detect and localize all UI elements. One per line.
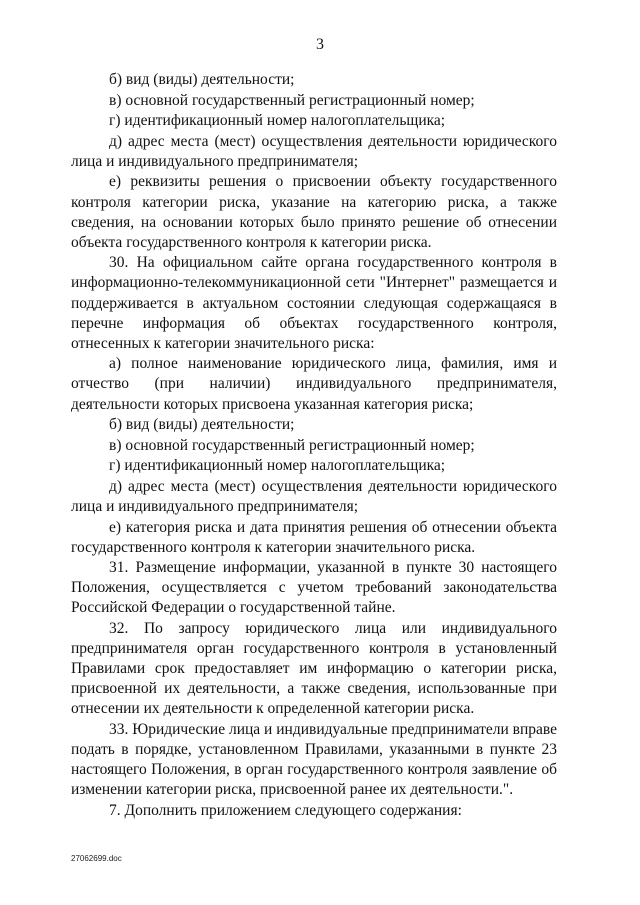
- clause-31: 31. Размещение информации, указанной в пункте 30 настоящего Положения, осуществляется с учетом требований законодательства Российской Федерации о государственной тайне.: [71, 559, 557, 617]
- list-item-d: д) адрес места (мест) осуществления деятельности юридического лица и индивидуального предпринимателя;: [71, 477, 557, 515]
- clause-32: 32. По запросу юридического лица или индивидуального предпринимателя орган государственного контроля в установленный Правилами срок предоставляет им информацию о категории риска, присвоенной их деятельности, а также сведения, использованные при отнесении их деятельности к определенной категории риска.: [71, 620, 557, 718]
- list-item-b: б) вид (виды) деятельности;: [109, 71, 295, 88]
- list-item-e: е) категория риска и дата принятия решения об отнесении объекта государственного контроля к категории значительного риска.: [71, 518, 557, 556]
- clause-7: 7. Дополнить приложением следующего содержания:: [109, 801, 462, 819]
- list-item-e: е) реквизиты решения о присвоении объекту государственного контроля категории риска, указание на категорию риска, а также сведения, на основании которых было принято решение об отнесении объекта государственного контроля к категории риска.: [71, 173, 557, 251]
- list-item-g: г) идентификационный номер налогоплательщика;: [109, 457, 446, 475]
- list-item-b: б) вид (виды) деятельности;: [109, 416, 295, 434]
- list-item-g: г) идентификационный номер налогоплательщика;: [109, 112, 446, 130]
- clause-30: 30. На официальном сайте органа государственного контроля в информационно-телекоммуникационной сети "Интернет" размещается и поддерживается в актуальном состоянии следующая содержащаяся в перечне информация об объектах государственного контроля, отнесенных к категории значительного риска:: [71, 254, 557, 352]
- page-number: 3: [316, 36, 324, 53]
- document-body: [71, 70, 557, 821]
- file-footer: 27062699.doc: [71, 854, 122, 863]
- list-item-v: в) основной государственный регистрационный номер;: [109, 436, 475, 454]
- list-item-d: д) адрес места (мест) осуществления деятельности юридического лица и индивидуального предпринимателя;: [71, 132, 557, 170]
- list-item-v: в) основной государственный регистрационный номер;: [109, 91, 475, 109]
- list-item-a: а) полное наименование юридического лица, фамилия, имя и отчество (при наличии) индивидуального предпринимателя, деятельности которых присвоена указанная категория риска;: [71, 355, 557, 413]
- clause-33: 33. Юридические лица и индивидуальные предприниматели вправе подать в порядке, установленном Правилами, указанными в пункте 23 настоящего Положения, в орган государственного контроля заявление об изменении категории риска, присвоенной ранее их деятельности.".: [71, 721, 557, 799]
